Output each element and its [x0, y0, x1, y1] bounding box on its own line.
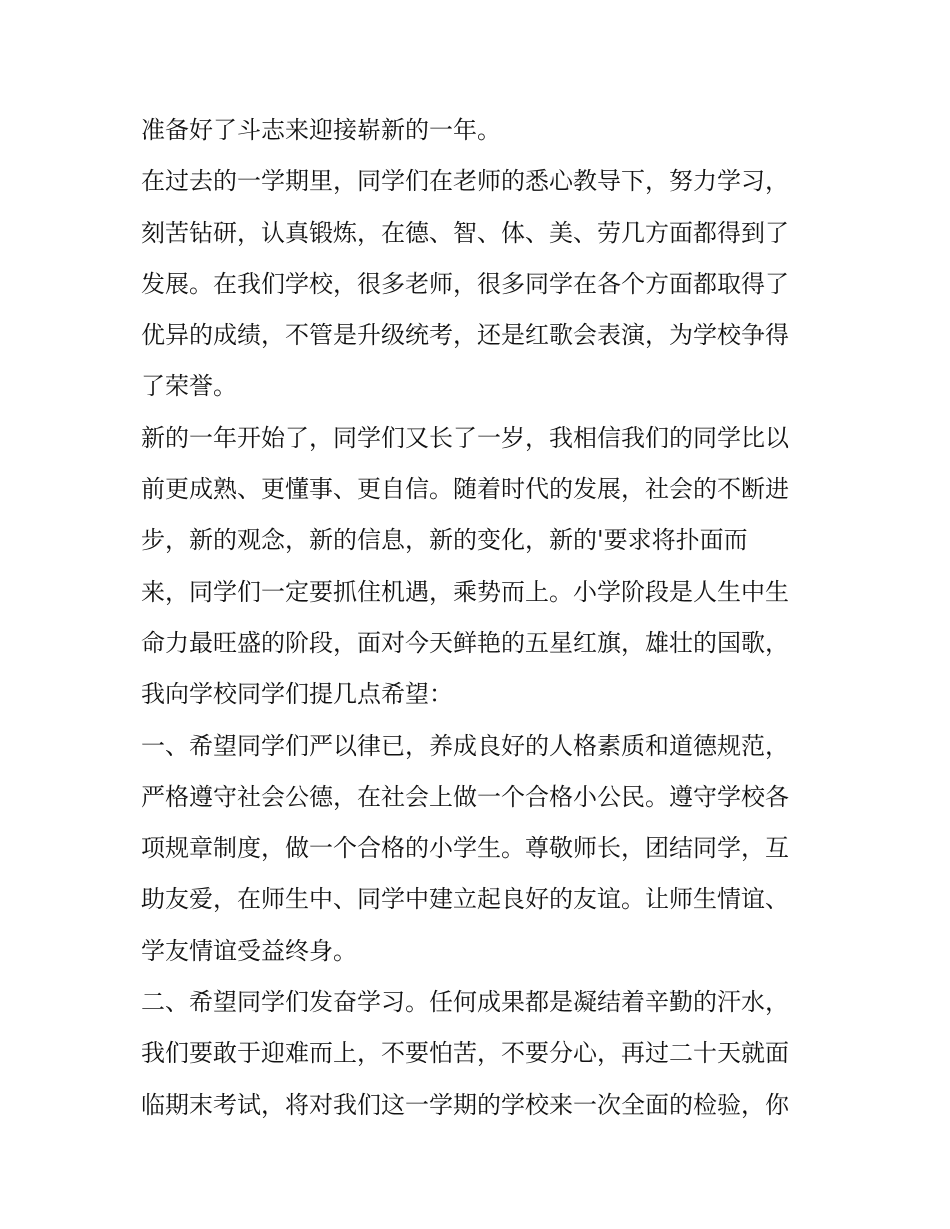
text-line: 命力最旺盛的阶段，面对今天鲜艳的五星红旗，雄壮的国歌， — [141, 628, 789, 657]
document-body — [141, 111, 841, 1137]
text-line: 项规章制度，做一个合格的小学生。尊敬师长，团结同学，互 — [141, 834, 789, 863]
text-line: 了荣誉。 — [141, 372, 237, 401]
text-line: 步，新的观念，新的信息，新的变化，新的'要求将扑面而 — [141, 526, 748, 555]
text-line: 一、希望同学们严以律已，养成良好的人格素质和道德规范， — [141, 731, 789, 760]
text-line: 在过去的一学期里，同学们在老师的悉心教导下，努力学习， — [141, 167, 789, 196]
text-line: 刻苦钻研，认真锻炼，在德、智、体、美、劳几方面都得到了 — [141, 218, 789, 247]
text-line: 来，同学们一定要抓住机遇，乘势而上。小学阶段是人生中生 — [141, 577, 789, 606]
text-line: 准备好了斗志来迎接崭新的一年。 — [141, 116, 501, 144]
text-line: 我向学校同学们提几点希望： — [141, 680, 453, 709]
text-line: 我们要敢于迎难而上，不要怕苦，不要分心，再过二十天就面 — [141, 1039, 789, 1068]
text-line: 新的一年开始了，同学们又长了一岁，我相信我们的同学比以 — [141, 423, 789, 452]
text-line: 二、希望同学们发奋学习。任何成果都是凝结着辛勤的汗水， — [141, 988, 789, 1017]
text-line: 严格遵守社会公德，在社会上做一个合格小公民。遵守学校各 — [141, 782, 789, 811]
text-line: 临期末考试，将对我们这一学期的学校来一次全面的检验，你 — [141, 1090, 789, 1119]
text-line: 学友情谊受益终身。 — [141, 936, 357, 965]
text-line: 前更成熟、更懂事、更自信。随着时代的发展，社会的不断进 — [141, 475, 789, 504]
text-line: 助友爱，在师生中、同学中建立起良好的友谊。让师生情谊、 — [141, 885, 789, 914]
text-line: 发展。在我们学校，很多老师，很多同学在各个方面都取得了 — [141, 269, 789, 298]
text-line: 优异的成绩，不管是升级统考，还是红歌会表演，为学校争得 — [141, 321, 789, 350]
